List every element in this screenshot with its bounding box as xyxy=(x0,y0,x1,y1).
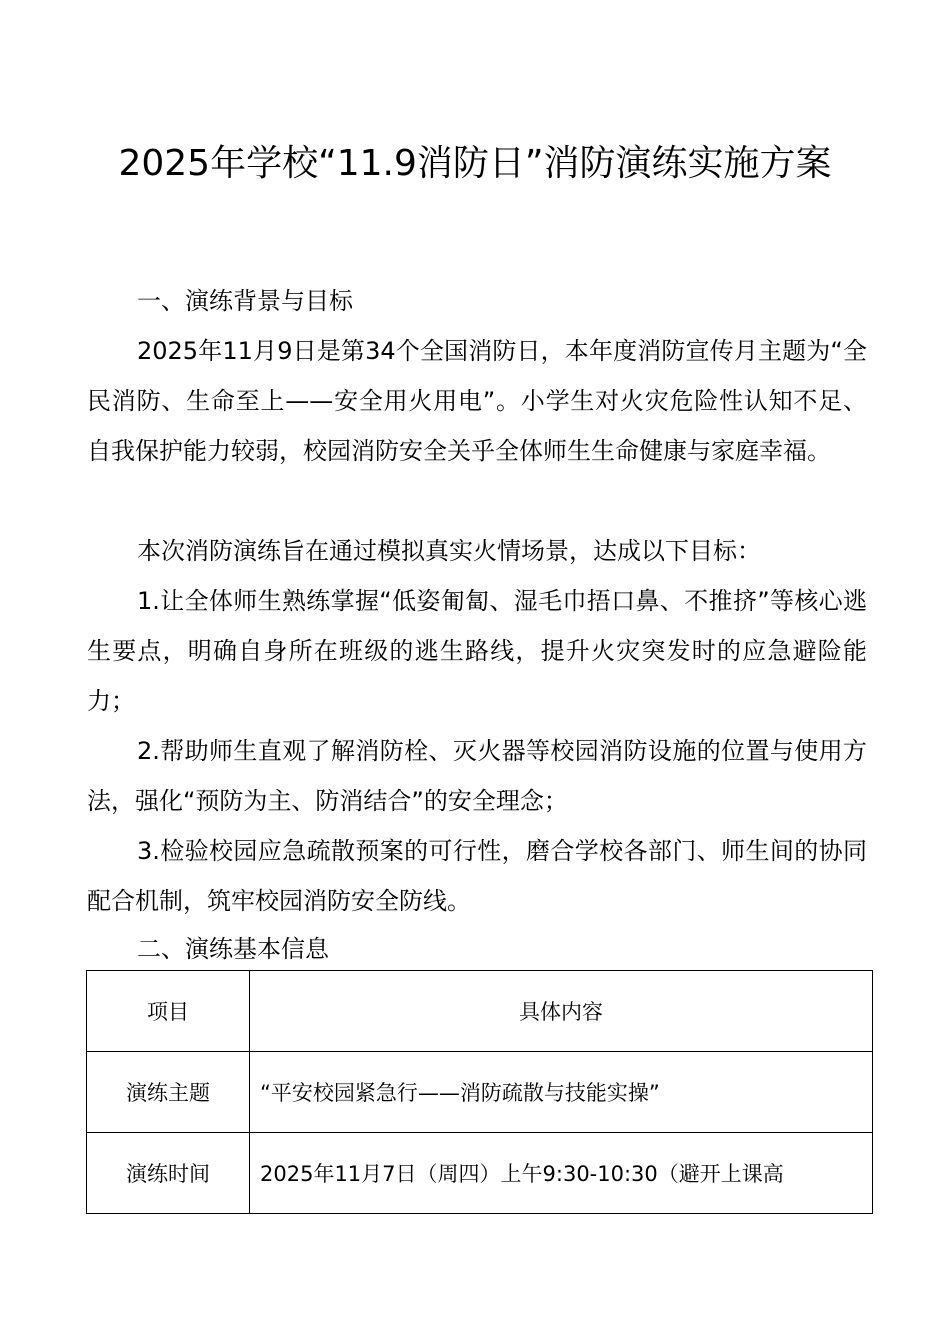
section-heading-background-goals: 一、演练背景与目标 xyxy=(137,287,353,315)
table-row xyxy=(87,1052,873,1133)
section-heading-basic-info: 二、演练基本信息 xyxy=(137,935,329,963)
paragraph-background: 2025年11月9日是第34个全国消防日，本年度消防宣传月主题为“全民消防、生命至上——安全用火用电”。小学生对火灾危险性认知不足、自我保护能力较弱，校园消防安全关乎全体师生生命健康与家庭幸福。 xyxy=(87,337,867,465)
table-header-cell: 项目 xyxy=(87,971,250,1052)
document-title: 2025年学校“11.9消防日”消防演练实施方案 xyxy=(118,143,832,184)
table-cell-item: 演练时间 xyxy=(87,1133,250,1214)
goal-item-1: 1.让全体师生熟练掌握“低姿匍匐、湿毛巾捂口鼻、不推挤”等核心逃生要点，明确自身所在班级的逃生路线，提升火灾突发时的应急避险能力； xyxy=(87,587,867,715)
goal-item-3: 3.检验校园应急疏散预案的可行性，磨合学校各部门、师生间的协同配合机制，筑牢校园消防安全防线。 xyxy=(87,837,867,915)
table-cell-content: 2025年11月7日（周四）上午9:30-10:30（避开上课高 xyxy=(250,1133,873,1214)
paragraph-goals-intro: 本次消防演练旨在通过模拟真实火情场景，达成以下目标： xyxy=(137,537,761,565)
goal-item-2: 2.帮助师生直观了解消防栓、灭火器等校园消防设施的位置与使用方法，强化“预防为主、防消结合”的安全理念； xyxy=(87,737,867,815)
table-row xyxy=(87,1133,873,1214)
table-cell-content: “平安校园紧急行——消防疏散与技能实操” xyxy=(250,1052,873,1133)
basic-info-table xyxy=(86,970,873,1214)
table-header-row xyxy=(87,971,873,1052)
table-cell-item: 演练主题 xyxy=(87,1052,250,1133)
table-header-cell: 具体内容 xyxy=(250,971,873,1052)
